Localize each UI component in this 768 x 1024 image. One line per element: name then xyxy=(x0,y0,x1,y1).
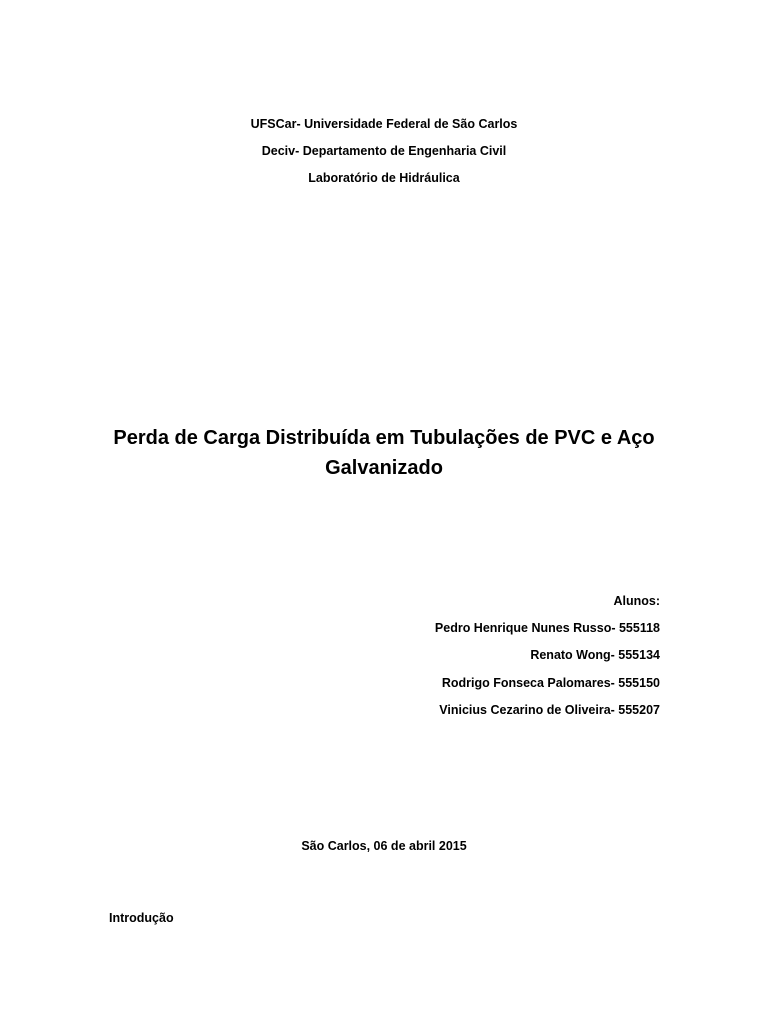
student-name: Pedro Henrique Nunes Russo- 555118 xyxy=(434,621,660,635)
department-name: Deciv- Departamento de Engenharia Civil xyxy=(261,144,507,158)
student-name: Renato Wong- 555134 xyxy=(530,648,660,662)
place-and-date: São Carlos, 06 de abril 2015 xyxy=(301,839,467,853)
document-title-line-1: Perda de Carga Distribuída em Tubulações de PVC e Aço xyxy=(113,427,655,449)
university-name: UFSCar- Universidade Federal de São Carlos xyxy=(250,117,518,131)
students-label: Alunos: xyxy=(613,594,660,608)
section-heading-introduction: Introdução xyxy=(109,911,174,925)
document-title xyxy=(60,423,708,483)
student-name: Vinicius Cezarino de Oliveira- 555207 xyxy=(439,703,660,717)
document-title-line-2: Galvanizado xyxy=(325,457,443,479)
student-name: Rodrigo Fonseca Palomares- 555150 xyxy=(441,676,660,690)
laboratory-name: Laboratório de Hidráulica xyxy=(308,171,460,185)
